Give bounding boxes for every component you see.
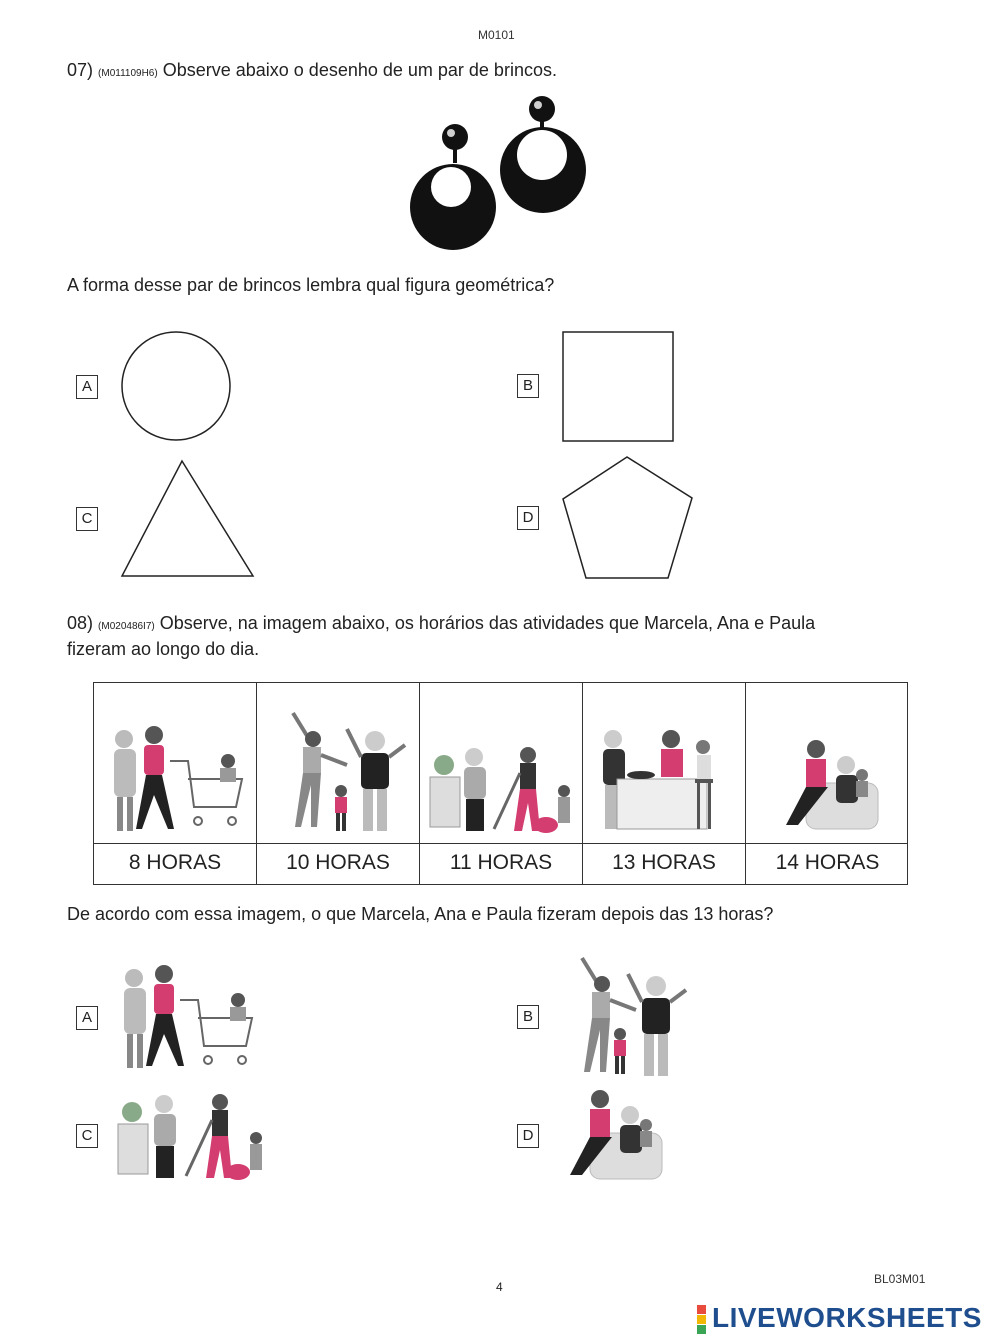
option-a-label[interactable]: A [76, 1006, 98, 1030]
schedule-time: 14 HORAS [775, 851, 880, 874]
question-07-heading [67, 60, 557, 81]
schedule-cell [583, 683, 746, 884]
pentagon-icon[interactable] [560, 453, 698, 583]
sofa-rest-icon[interactable] [560, 1085, 670, 1185]
question-08-heading [67, 613, 815, 634]
exercise-icon[interactable] [556, 950, 701, 1080]
square-icon[interactable] [560, 330, 676, 444]
brand-logo-tiles [697, 1305, 706, 1335]
question-number: 08) [67, 613, 94, 633]
schedule-time: 11 HORAS [449, 851, 553, 874]
option-d-label[interactable]: D [517, 1124, 539, 1148]
shopping-cart-icon[interactable] [114, 962, 264, 1072]
triangle-icon[interactable] [118, 458, 258, 580]
cleaning-icon[interactable] [116, 1090, 272, 1182]
schedule-cell [420, 683, 583, 884]
question-08-prompt: De acordo com essa imagem, o que Marcela, Ana e Paula fizeram depois das 13 horas? [67, 904, 774, 924]
question-07-prompt: A forma desse par de brincos lembra qual figura geométrica? [67, 275, 555, 295]
option-d-label[interactable]: D [517, 506, 539, 530]
exercise-icon [267, 705, 412, 835]
option-c-label[interactable]: C [76, 507, 98, 531]
option-b-label[interactable]: B [517, 1005, 539, 1029]
option-c-label[interactable]: C [76, 1124, 98, 1148]
cleaning-icon [428, 743, 578, 835]
earring-left [410, 124, 496, 250]
schedule-cell [94, 683, 257, 884]
activity-schedule-table [93, 682, 908, 885]
shopping-cart-icon [102, 721, 252, 836]
page-number: 4 [496, 1280, 503, 1294]
question-text: Observe, na imagem abaixo, os horários das atividades que Marcela, Ana e Paula [159, 613, 816, 633]
question-code: (M020486I7) [98, 621, 155, 632]
schedule-time: 13 HORAS [612, 851, 716, 874]
brand-name[interactable]: LIVEWORKSHEETS [712, 1302, 982, 1333]
option-b-label[interactable]: B [517, 374, 539, 398]
question-text: Observe abaixo o desenho de um par de brincos. [162, 60, 557, 80]
circle-icon[interactable] [118, 330, 236, 445]
booklet-code: BL03M01 [874, 1272, 926, 1286]
schedule-cell [257, 683, 420, 884]
question-code: (M011109H6) [98, 68, 158, 79]
option-a-label[interactable]: A [76, 375, 98, 399]
page-code: M0101 [478, 28, 515, 42]
schedule-time: 8 HORAS [128, 851, 222, 874]
question-text-line2: fizeram ao longo do dia. [67, 639, 260, 659]
earrings-illustration [405, 92, 595, 257]
schedule-cell [746, 683, 909, 884]
cooking-icon [591, 723, 741, 835]
schedule-time: 10 HORAS [286, 851, 390, 874]
question-number: 07) [67, 60, 94, 80]
sofa-rest-icon [776, 735, 886, 835]
earring-right [500, 96, 586, 213]
